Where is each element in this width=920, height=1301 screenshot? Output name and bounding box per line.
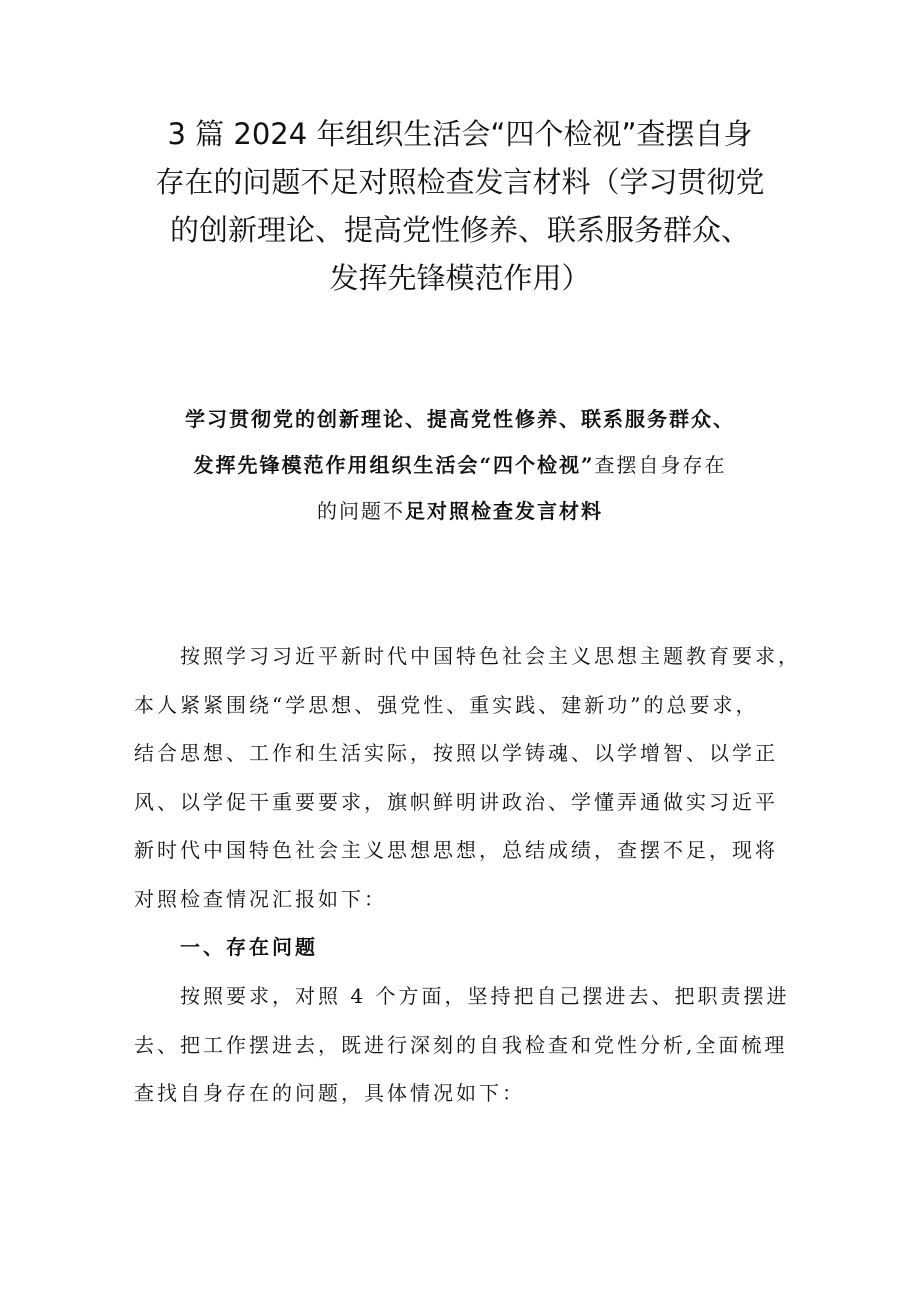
subtitle-line: 学习贯彻党的创新理论、提高党性修养、联系服务群众、: [185, 407, 735, 431]
paragraph-line: 本人紧紧围绕“学思想、强党性、重实践、建新功”的总要求，: [134, 692, 759, 717]
section-heading: 一、存在问题: [180, 935, 318, 959]
paragraph-line: 风、以学促干重要要求，旗帜鲜明讲政治、学懂弄通做实习近平: [134, 789, 778, 814]
subtitle-line: [110, 488, 810, 534]
subtitle-bold-segment: 发挥先锋模范作用组织生活会“四个检视”: [193, 453, 595, 477]
paragraph-line: 去、把工作摆进去，既进行深刻的自我检查和党性分析,全面梳理: [134, 1032, 788, 1057]
main-title-line: 存在的问题不足对照检查发言材料（学习贯彻党: [155, 165, 765, 199]
main-title: [100, 110, 820, 302]
subtitle-line: [110, 442, 810, 488]
paragraph-line: 查找自身存在的问题，具体情况如下：: [134, 1081, 525, 1105]
subtitle-normal-segment: 查摆自身存在: [594, 453, 727, 477]
problems-paragraph: [134, 972, 794, 1118]
intro-paragraph: [134, 632, 801, 923]
subtitle-normal-segment: 的问题不: [317, 499, 405, 523]
main-title-line: 的创新理论、提高党性修养、联系服务群众、: [169, 213, 750, 247]
paragraph-line: 按照要求，对照 4 个方面，坚持把自己摆进去、把职责摆进: [180, 984, 790, 1008]
main-title-line: 发挥先锋模范作用）: [329, 261, 591, 295]
subtitle-bold-segment: 足对照检查发言材料: [405, 499, 603, 523]
subtitle: [110, 396, 810, 534]
paragraph-line: 对照检查情况汇报如下：: [134, 886, 387, 911]
paragraph-line: 新时代中国特色社会主义思想思想，总结成绩，查摆不足，现将: [134, 838, 778, 862]
main-title-line: 3 篇 2024 年组织生活会“四个检视”查摆自身: [167, 117, 753, 151]
paragraph-line: 结合思想、工作和生活实际，按照以学铸魂、以学增智、以学正: [134, 741, 778, 765]
paragraph-line: 按照学习习近平新时代中国特色社会主义思想主题教育要求，: [180, 644, 801, 668]
